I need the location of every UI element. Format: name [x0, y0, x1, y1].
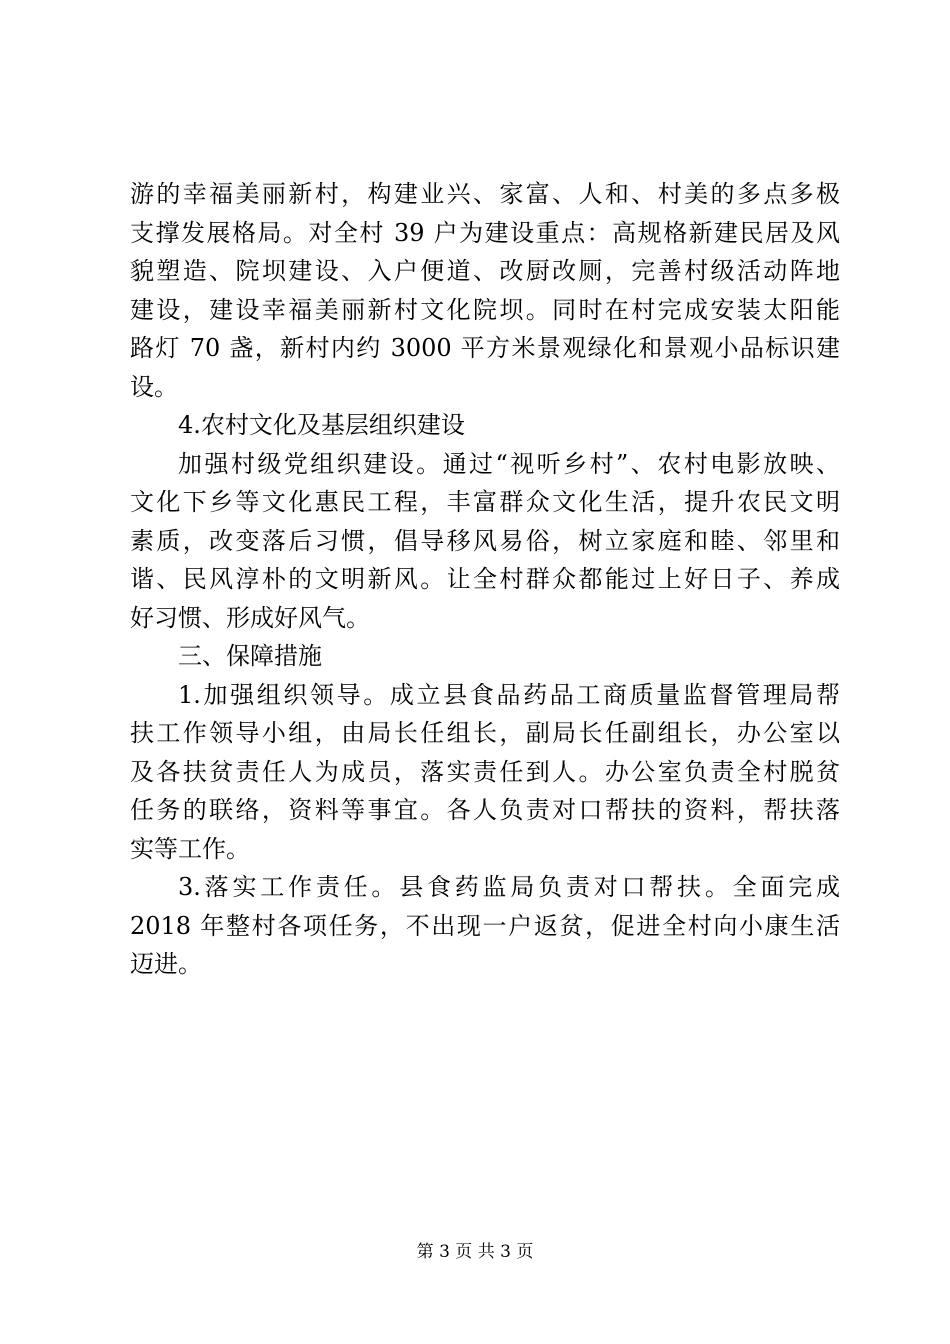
- paragraph-line: 扶工作领导小组，由局长任组长，副局长任副组长，办公室以: [130, 719, 840, 747]
- page-number-label: 第 3 页 共 3 页: [416, 1242, 534, 1262]
- paragraph-line: 好习惯、形成好风气。: [130, 603, 370, 632]
- paragraph-line: 建设，建设幸福美丽新村文化院坝。同时在村完成安装太阳能: [130, 295, 840, 324]
- paragraph-line: 3.落实工作责任。县食药监局负责对口帮扶。全面完成: [178, 873, 840, 901]
- paragraph-line: 加强村级党组织建设。通过“视听乡村”、农村电影放映、: [178, 449, 840, 478]
- paragraph-line: 谐、民风淳朴的文明新风。让全村群众都能过上好日子、养成: [130, 565, 840, 593]
- paragraph-line: 文化下乡等文化惠民工程，丰富群众文化生活，提升农民文明: [130, 488, 840, 516]
- paragraph-line: 及各扶贫责任人为成员，落实责任到人。办公室负责全村脱贫: [130, 757, 840, 786]
- paragraph-line: 支撑发展格局。对全村 39 户为建设重点：高规格新建民居及风: [130, 218, 840, 247]
- paragraph-line: 设。: [130, 372, 178, 401]
- paragraph-line: 素质，改变落后习惯，倡导移风易俗，树立家庭和睦、邻里和: [130, 526, 840, 555]
- paragraph-line: 貌塑造、院坝建设、入户便道、改厨改厕，完善村级活动阵地: [130, 257, 840, 285]
- section-heading: 三、保障措施: [178, 642, 322, 670]
- paragraph-line: 2018 年整村各项任务，不出现一户返贫，促进全村向小康生活: [130, 911, 840, 940]
- section-heading: 4.农村文化及基层组织建设: [178, 411, 465, 439]
- paragraph-line: 实等工作。: [130, 834, 250, 863]
- document-body: [130, 175, 840, 984]
- paragraph-line: 游的幸福美丽新村，构建业兴、家富、人和、村美的多点多极: [130, 180, 840, 208]
- page-footer: [0, 1241, 950, 1263]
- paragraph-line: 迈进。: [130, 950, 202, 978]
- paragraph-line: 路灯 70 盏，新村内约 3000 平方米景观绿化和景观小品标识建: [130, 334, 840, 362]
- paragraph-line: 1.加强组织领导。成立县食品药品工商质量监督管理局帮: [178, 680, 840, 709]
- paragraph-line: 任务的联络，资料等事宜。各人负责对口帮扶的资料，帮扶落: [130, 796, 840, 824]
